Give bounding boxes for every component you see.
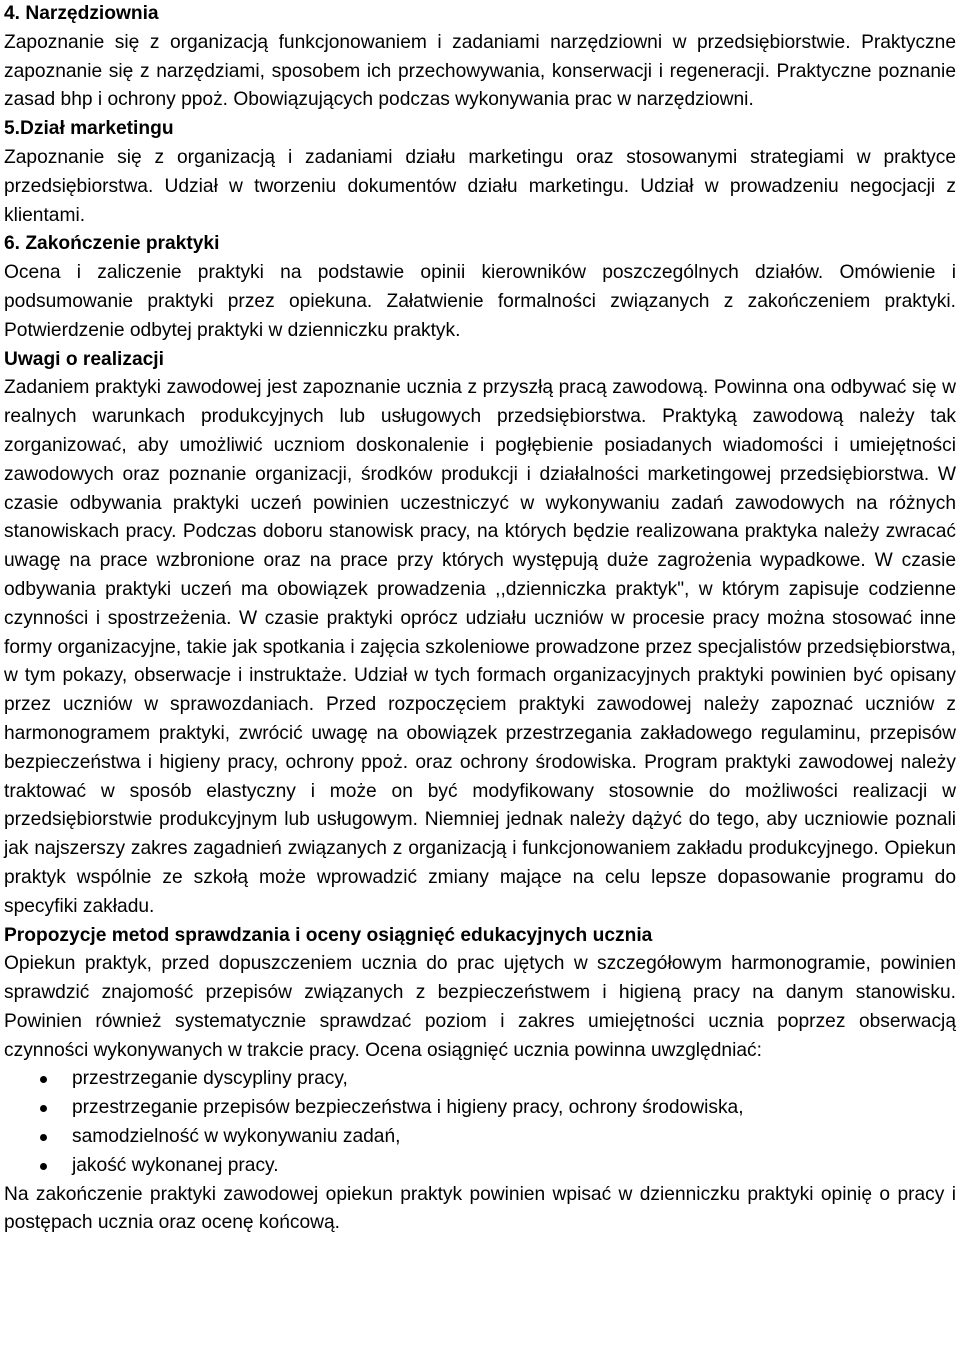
list-item-text: jakość wykonanej pracy.: [72, 1154, 279, 1176]
list-item: [4, 1094, 956, 1123]
list-item-text: samodzielność w wykonywaniu zadań,: [72, 1126, 401, 1148]
section-heading-uwagi: Uwagi o realizacji: [4, 348, 164, 370]
section-heading-marketing: 5.Dział marketingu: [4, 118, 174, 140]
section-heading-narzedziownia: 4. Narzędziownia: [4, 3, 159, 24]
section-heading-zakonczenie: 6. Zakończenie praktyki: [4, 233, 220, 255]
bullet-icon: [40, 1134, 47, 1141]
list-item: [4, 1123, 956, 1152]
section-heading-propozycje: Propozycje metod sprawdzania i oceny osiągnięć edukacyjnych ucznia: [4, 924, 653, 946]
bullet-icon: [40, 1076, 47, 1083]
list-item: [4, 1152, 956, 1181]
list-item: [4, 1065, 956, 1094]
section-body-marketing: Zapoznanie się z organizacją i zadaniami działu marketingu oraz stosowanymi strategiami w praktyce przedsiębiorstwa. Udział w tworzeniu dokumentów działu marketingu. Udział w prowadzeniu negocjacji z klientami.: [4, 146, 956, 226]
closing-paragraph: Na zakończenie praktyki zawodowej opiekun praktyk powinien wpisać w dzienniczku praktyki opinię o pracy i postępach ucznia oraz ocenę końcową.: [4, 1183, 956, 1234]
list-item-text: przestrzeganie przepisów bezpieczeństwa i higieny pracy, ochrony środowiska,: [72, 1097, 744, 1119]
criteria-list: [4, 1065, 956, 1180]
section-body-propozycje: Opiekun praktyk, przed dopuszczeniem ucznia do prac ujętych w szczegółowym harmonogramie, powinien sprawdzić znajomość przepisów związanych z bezpieczeństwem i higieną pracy na danym stanowisku. Powinien również systematycznie sprawdzać poziom i zakres umiejętności ucznia poprzez obserwacją czynności wykonywanych w trakcie pracy. Ocena osiągnięć ucznia powinna uwzględniać:: [4, 953, 956, 1061]
bullet-icon: [40, 1163, 47, 1170]
bullet-icon: [40, 1105, 47, 1112]
section-body-zakonczenie: Ocena i zaliczenie praktyki na podstawie opinii kierowników poszczególnych działów. Omówienie i podsumowanie praktyki przez opiekuna. Załatwienie formalności związanych z zakończeniem praktyki. Potwierdzenie odbytej praktyki w dzienniczku praktyk.: [4, 262, 956, 341]
list-item-text: przestrzeganie dyscypliny pracy,: [72, 1068, 348, 1090]
section-body-narzedziownia: Zapoznanie się z organizacją funkcjonowaniem i zadaniami narzędziowni w przedsiębiorstwie. Praktyczne zapoznanie się z narzędziami, sposobem ich przechowywania, konserwacji i regeneracji. Praktyczne poznanie zasad bhp i ochrony ppoż. Obowiązujących podczas wykonywania prac w narzędziowni.: [4, 31, 956, 111]
section-body-uwagi: Zadaniem praktyki zawodowej jest zapoznanie ucznia z przyszłą pracą zawodową. Powinna ona odbywać się w realnych warunkach produkcyjnych lub usługowych przedsiębiorstwa. Praktyką zawodową należy tak zorganizować, aby umożliwić uczniom doskonalenie i pogłębienie posiadanych wiadomości i umiejętności zawodowych oraz poznanie organizacji, środków produkcji i działalności marketingowej przedsiębiorstwa. W czasie odbywania praktyki uczeń powinien uczestniczyć w wykonywaniu zadań zawodowych na różnych stanowiskach pracy. Podczas doboru stanowisk pracy, na których będzie realizowana praktyka należy zwracać uwagę na prace wzbronione oraz na prace przy których występują duże zagrożenia wypadkowe. W czasie odbywania praktyki uczeń ma obowiązek prowadzenia ,,dzienniczka praktyk", w którym zapisuje codzienne czynności i spostrzeżenia. W czasie praktyki oprócz udziału uczniów w procesie pracy można stosować inne formy organizacyjne, takie jak spotkania i zajęcia szkoleniowe prowadzone przez specjalistów przedsiębiorstwa, w tym pokazy, obserwacje i instruktaże. Udział w tych formach organizacyjnych praktyki powinien być opisany przez uczniów w sprawozdaniach. Przed rozpoczęciem praktyki zawodowej należy zapoznać uczniów z harmonogramem praktyki, zwrócić uwagę na obowiązek przestrzegania zakładowego regulaminu, przepisów bezpieczeństwa i higieny pracy, ochrony ppoż. oraz ochrony środowiska. Program praktyki zawodowej należy traktować w sposób elastyczny i może on być modyfikowany stosownie do możliwości realizacji w przedsiębiorstwie produkcyjnym lub usługowym. Niemniej jednak należy dążyć do tego, aby uczniowie poznali jak najszerszy zakres zagadnień związanych z organizacją i funkcjonowaniem zakładu produkcyjnego. Opiekun praktyk wspólnie ze szkołą może wprowadzić zmiany mające na celu lepsze dopasowanie programu do specyfiki zakładu.: [4, 377, 956, 917]
